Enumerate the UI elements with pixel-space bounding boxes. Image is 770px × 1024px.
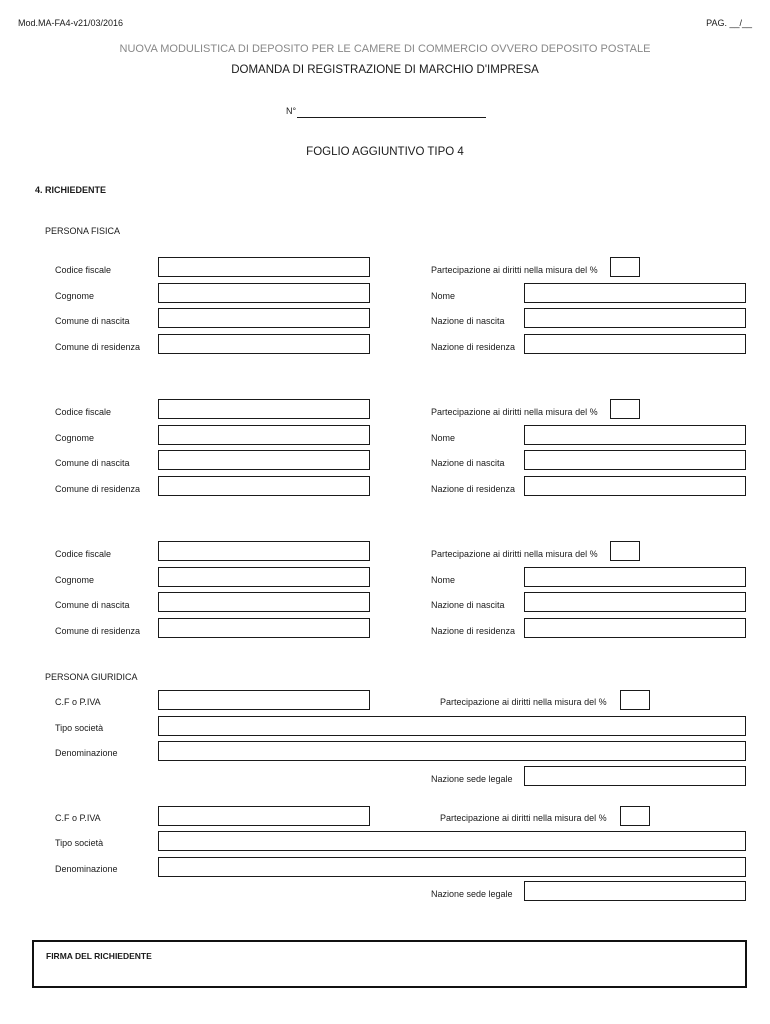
comune-residenza-label: Comune di residenza [55,484,141,494]
nome-input[interactable] [524,283,746,303]
signature-label: FIRMA DEL RICHIEDENTE [46,951,152,961]
partecipazione-label: Partecipazione ai diritti nella misura del % [431,407,598,417]
comune-nascita-input[interactable] [158,592,370,612]
codice-fiscale-label: Codice fiscale [55,407,112,417]
page-number: PAG. __/__ [706,18,752,28]
comune-nascita-label: Comune di nascita [55,600,130,610]
nazione-residenza-label: Nazione di residenza [431,626,516,636]
cognome-input[interactable] [158,567,370,587]
form-title: DOMANDA DI REGISTRAZIONE DI MARCHIO D'IMPRESA [231,64,539,76]
comune-residenza-input[interactable] [158,476,370,496]
nome-label: Nome [431,291,456,301]
subtitle: NUOVA MODULISTICA DI DEPOSITO PER LE CAMERE DI COMMERCIO OVVERO DEPOSITO POSTALE [119,43,651,55]
nazione-residenza-input[interactable] [524,334,746,354]
nome-label: Nome [431,575,456,585]
number-label: N° [286,106,297,116]
partecipazione-label: Partecipazione ai diritti nella misura del % [431,549,598,559]
cognome-label: Cognome [55,575,95,585]
sheet-title: FOGLIO AGGIUNTIVO TIPO 4 [306,146,464,158]
partecipazione-label: Partecipazione ai diritti nella misura del % [440,697,607,707]
nome-label: Nome [431,433,456,443]
cf-piva-input[interactable] [158,806,370,826]
partecipazione-label: Partecipazione ai diritti nella misura del % [440,813,607,823]
number-field[interactable] [297,116,486,118]
codice-fiscale-label: Codice fiscale [55,265,112,275]
comune-nascita-label: Comune di nascita [55,458,130,468]
nazione-sede-label: Nazione sede legale [431,889,513,899]
tipo-societa-input[interactable] [158,831,746,851]
nazione-residenza-input[interactable] [524,618,746,638]
nazione-sede-input[interactable] [524,881,746,901]
cognome-input[interactable] [158,283,370,303]
nazione-nascita-label: Nazione di nascita [431,458,505,468]
denominazione-input[interactable] [158,741,746,761]
nazione-residenza-label: Nazione di residenza [431,484,516,494]
tipo-societa-label: Tipo società [55,723,104,733]
nazione-nascita-input[interactable] [524,592,746,612]
persona-fisica-label: PERSONA FISICA [45,226,121,236]
denominazione-label: Denominazione [55,748,118,758]
nazione-nascita-input[interactable] [524,308,746,328]
comune-residenza-label: Comune di residenza [55,342,141,352]
nazione-sede-input[interactable] [524,766,746,786]
cognome-input[interactable] [158,425,370,445]
codice-fiscale-input[interactable] [158,399,370,419]
comune-nascita-label: Comune di nascita [55,316,130,326]
comune-nascita-input[interactable] [158,308,370,328]
cf-piva-label: C.F o P.IVA [55,813,101,823]
denominazione-label: Denominazione [55,864,118,874]
section-heading: 4. RICHIEDENTE [35,185,107,195]
comune-residenza-input[interactable] [158,618,370,638]
partecipazione-input[interactable] [620,690,650,710]
comune-nascita-input[interactable] [158,450,370,470]
signature-box[interactable] [32,940,747,988]
codice-fiscale-input[interactable] [158,541,370,561]
cf-piva-input[interactable] [158,690,370,710]
nazione-nascita-label: Nazione di nascita [431,600,505,610]
partecipazione-input[interactable] [610,399,640,419]
partecipazione-input[interactable] [610,541,640,561]
comune-residenza-input[interactable] [158,334,370,354]
nazione-residenza-label: Nazione di residenza [431,342,516,352]
form-code: Mod.MA-FA4-v21/03/2016 [18,18,124,28]
codice-fiscale-input[interactable] [158,257,370,277]
partecipazione-input[interactable] [610,257,640,277]
partecipazione-label: Partecipazione ai diritti nella misura del % [431,265,598,275]
nome-input[interactable] [524,567,746,587]
nazione-sede-label: Nazione sede legale [431,774,513,784]
nome-input[interactable] [524,425,746,445]
nazione-residenza-input[interactable] [524,476,746,496]
comune-residenza-label: Comune di residenza [55,626,141,636]
cf-piva-label: C.F o P.IVA [55,697,101,707]
partecipazione-input[interactable] [620,806,650,826]
cognome-label: Cognome [55,291,95,301]
tipo-societa-label: Tipo società [55,838,104,848]
nazione-nascita-input[interactable] [524,450,746,470]
persona-giuridica-label: PERSONA GIURIDICA [45,672,138,682]
codice-fiscale-label: Codice fiscale [55,549,112,559]
tipo-societa-input[interactable] [158,716,746,736]
denominazione-input[interactable] [158,857,746,877]
cognome-label: Cognome [55,433,95,443]
nazione-nascita-label: Nazione di nascita [431,316,505,326]
